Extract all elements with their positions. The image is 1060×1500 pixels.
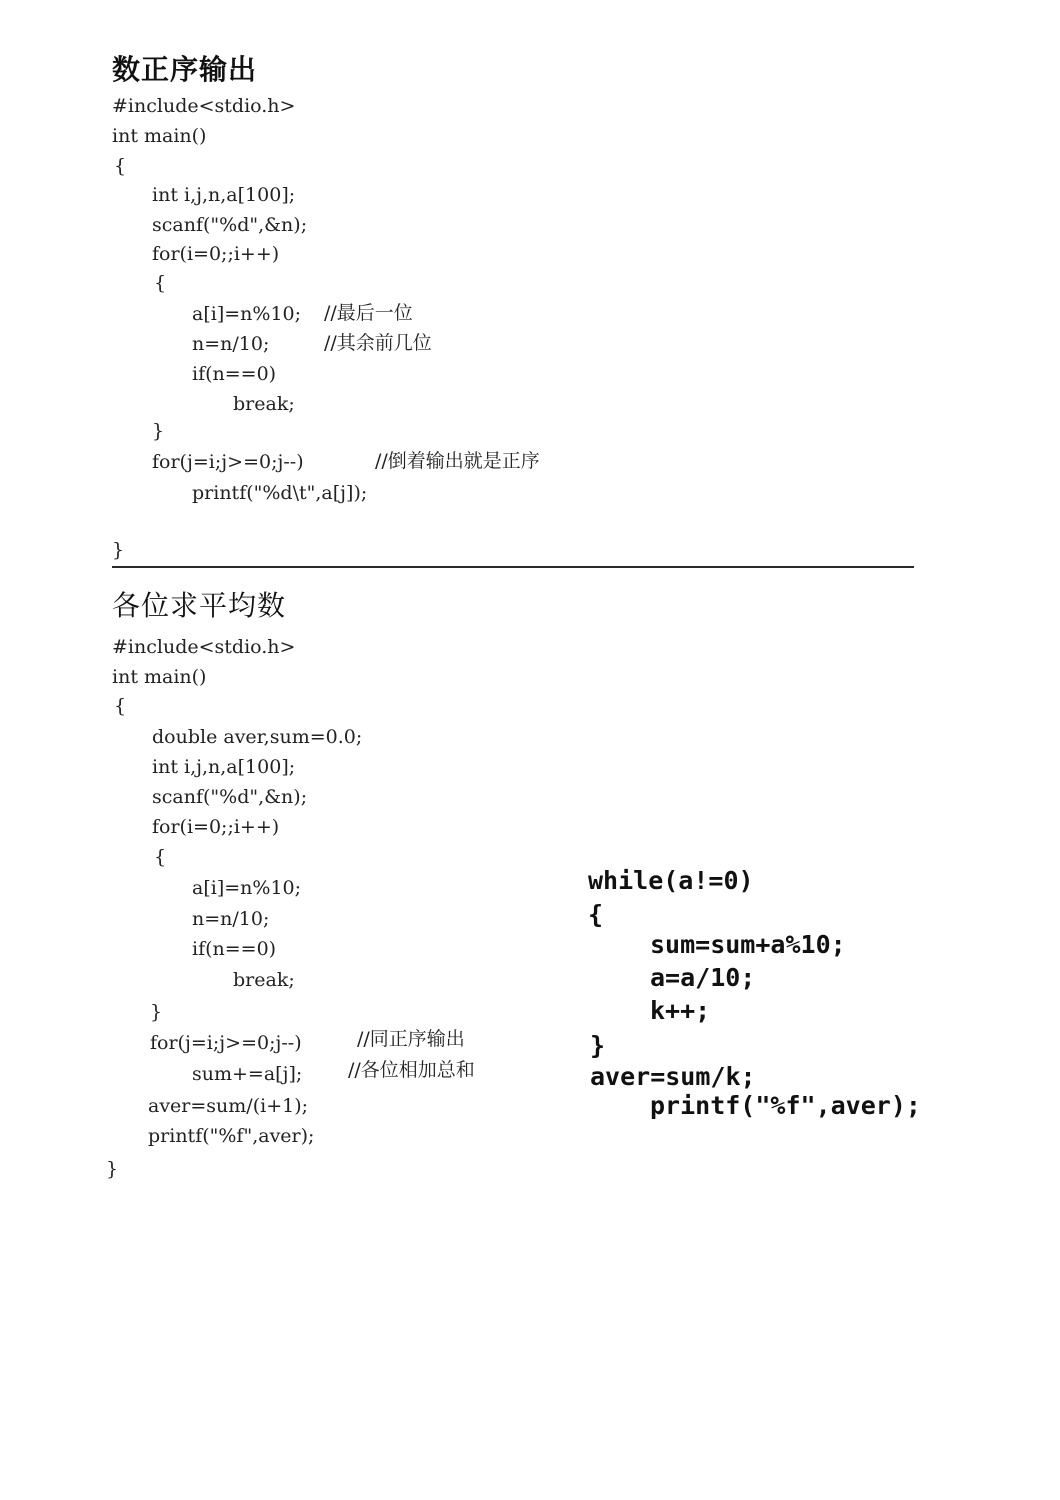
section1-code-line-div: n=n/10; bbox=[192, 333, 270, 355]
section1-code-line-close-brace: } bbox=[112, 539, 125, 561]
section2-code-line-include: #include<stdio.h> bbox=[112, 636, 296, 658]
section2-code-line-if: if(n==0) bbox=[192, 938, 277, 960]
section2-code-line-open-brace: { bbox=[114, 695, 127, 717]
section2-title: 各位求平均数 bbox=[112, 589, 287, 622]
section2-comment-digit-sum: //各位相加总和 bbox=[348, 1059, 475, 1081]
section1-code-line-open-brace: { bbox=[114, 155, 127, 177]
section2-code-line-for-reverse: for(j=i;j>=0;j--) bbox=[150, 1032, 302, 1054]
section2-code-line-sum: sum+=a[j]; bbox=[192, 1063, 303, 1085]
section1-code-line-loop-close: } bbox=[152, 420, 165, 442]
section1-comment-last-digit: //最后一位 bbox=[324, 302, 413, 324]
alt-code-line-while: while(a!=0) bbox=[588, 866, 754, 895]
section1-code-line-printf: printf("%d\t",a[j]); bbox=[192, 482, 368, 504]
section1-code-line-break: break; bbox=[233, 393, 295, 415]
section-divider bbox=[112, 566, 914, 568]
section2-comment-same-order: //同正序输出 bbox=[357, 1028, 465, 1050]
alt-code-line-increment: k++; bbox=[650, 996, 711, 1025]
section2-code-line-loop-open: { bbox=[154, 846, 167, 868]
section1-code-line-main: int main() bbox=[112, 125, 207, 147]
section1-code-line-scanf: scanf("%d",&n); bbox=[152, 214, 308, 236]
alt-code-line-printf: printf("%f",aver); bbox=[650, 1091, 921, 1120]
alt-code-line-div: a=a/10; bbox=[650, 963, 756, 992]
section1-title: 数正序输出 bbox=[112, 53, 258, 86]
section2-code-line-div: n=n/10; bbox=[192, 908, 270, 930]
section2-code-line-break: break; bbox=[233, 969, 295, 991]
alt-code-line-aver: aver=sum/k; bbox=[590, 1062, 756, 1091]
section2-code-line-int: int i,j,n,a[100]; bbox=[152, 756, 296, 778]
section2-code-line-scanf: scanf("%d",&n); bbox=[152, 786, 308, 808]
section1-code-line-include: #include<stdio.h> bbox=[112, 95, 296, 117]
section2-code-line-main: int main() bbox=[112, 666, 207, 688]
section1-code-line-for-reverse: for(j=i;j>=0;j--) bbox=[152, 451, 304, 473]
section1-code-line-if: if(n==0) bbox=[192, 363, 277, 385]
section1-comment-reverse-output: //倒着输出就是正序 bbox=[375, 450, 540, 472]
section2-code-line-loop-close: } bbox=[150, 1001, 163, 1023]
section2-code-line-printf: printf("%f",aver); bbox=[148, 1125, 315, 1147]
section2-code-line-aver: aver=sum/(i+1); bbox=[148, 1095, 309, 1117]
section2-code-line-for: for(i=0;;i++) bbox=[152, 816, 280, 838]
alt-code-line-open-brace: { bbox=[588, 900, 604, 929]
section1-code-line-declare: int i,j,n,a[100]; bbox=[152, 184, 296, 206]
section1-comment-other-digits: //其余前几位 bbox=[324, 332, 432, 354]
section1-code-line-loop-open: { bbox=[154, 272, 167, 294]
alt-code-line-close-brace: } bbox=[590, 1031, 606, 1060]
alt-code-line-sum: sum=sum+a%10; bbox=[650, 930, 846, 959]
section1-code-line-for: for(i=0;;i++) bbox=[152, 243, 280, 265]
section1-code-line-mod: a[i]=n%10; bbox=[192, 303, 302, 325]
section2-code-line-mod: a[i]=n%10; bbox=[192, 877, 302, 899]
section2-code-line-close-brace: } bbox=[106, 1158, 119, 1180]
section2-code-line-double: double aver,sum=0.0; bbox=[152, 726, 363, 748]
